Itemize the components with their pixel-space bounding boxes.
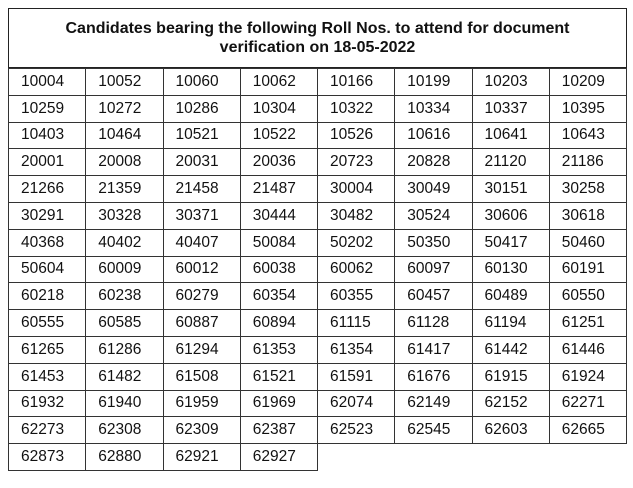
title-box <box>8 8 627 68</box>
roll-number-cell: 10060 <box>163 69 240 96</box>
roll-number-cell: 60062 <box>318 256 395 283</box>
roll-number-cell: 62074 <box>318 390 395 417</box>
roll-number-cell: 20828 <box>395 149 472 176</box>
roll-number-cell: 62927 <box>240 444 317 471</box>
roll-number-cell: 10304 <box>240 95 317 122</box>
roll-number-cell: 61442 <box>472 336 549 363</box>
roll-number-cell: 10199 <box>395 69 472 96</box>
roll-number-cell: 10004 <box>9 69 86 96</box>
table-row <box>9 417 627 444</box>
roll-number-cell: 20036 <box>240 149 317 176</box>
document-sheet <box>8 8 627 483</box>
roll-number-cell: 60218 <box>9 283 86 310</box>
table-row <box>9 149 627 176</box>
roll-number-cell: 62149 <box>395 390 472 417</box>
roll-number-cell: 60238 <box>86 283 163 310</box>
roll-number-cell: 20008 <box>86 149 163 176</box>
roll-number-cell: 40407 <box>163 229 240 256</box>
table-row <box>9 202 627 229</box>
roll-number-cell: 61508 <box>163 363 240 390</box>
roll-number-cell: 10272 <box>86 95 163 122</box>
roll-number-cell: 21458 <box>163 176 240 203</box>
roll-number-cell: 61591 <box>318 363 395 390</box>
roll-number-cell: 61353 <box>240 336 317 363</box>
roll-number-cell: 10395 <box>549 95 626 122</box>
roll-number-cell: 60012 <box>163 256 240 283</box>
roll-number-cell: 10337 <box>472 95 549 122</box>
roll-number-cell: 62273 <box>9 417 86 444</box>
title-line-2: verification on 18-05-2022 <box>219 39 416 56</box>
table-row <box>9 390 627 417</box>
roll-number-cell: 60894 <box>240 310 317 337</box>
roll-number-cell: 30618 <box>549 202 626 229</box>
roll-number-cell: 10522 <box>240 122 317 149</box>
roll-number-cell: 62271 <box>549 390 626 417</box>
roll-number-cell: 10334 <box>395 95 472 122</box>
roll-number-cell: 60550 <box>549 283 626 310</box>
roll-number-cell: 30291 <box>9 202 86 229</box>
roll-number-cell: 62545 <box>395 417 472 444</box>
roll-number-cell: 10616 <box>395 122 472 149</box>
roll-number-cell: 60009 <box>86 256 163 283</box>
roll-number-cell: 61676 <box>395 363 472 390</box>
roll-number-cell: 10259 <box>9 95 86 122</box>
roll-number-cell: 61194 <box>472 310 549 337</box>
roll-number-cell: 50350 <box>395 229 472 256</box>
roll-number-cell: 61417 <box>395 336 472 363</box>
roll-number-cell: 61265 <box>9 336 86 363</box>
roll-number-cell: 10526 <box>318 122 395 149</box>
roll-number-cell: 60130 <box>472 256 549 283</box>
roll-number-table <box>8 68 627 471</box>
roll-number-cell: 60555 <box>9 310 86 337</box>
roll-number-cell: 60097 <box>395 256 472 283</box>
title-line-1: Candidates bearing the following Roll Nos. to attend for document <box>65 20 570 37</box>
roll-number-cell: 30371 <box>163 202 240 229</box>
roll-number-cell: 61115 <box>318 310 395 337</box>
roll-number-cell: 50417 <box>472 229 549 256</box>
roll-number-cell: 61251 <box>549 310 626 337</box>
table-row <box>9 95 627 122</box>
roll-number-cell: 10521 <box>163 122 240 149</box>
roll-number-cell: 60354 <box>240 283 317 310</box>
roll-number-cell: 10052 <box>86 69 163 96</box>
roll-number-cell: 10403 <box>9 122 86 149</box>
roll-number-cell: 21186 <box>549 149 626 176</box>
roll-number-cell: 30482 <box>318 202 395 229</box>
roll-number-cell: 50460 <box>549 229 626 256</box>
table-row <box>9 69 627 96</box>
roll-number-cell: 20031 <box>163 149 240 176</box>
roll-number-cell: 10286 <box>163 95 240 122</box>
roll-number-cell: 30328 <box>86 202 163 229</box>
roll-number-cell: 40402 <box>86 229 163 256</box>
roll-number-cell: 61294 <box>163 336 240 363</box>
roll-number-cell: 20723 <box>318 149 395 176</box>
roll-number-cell: 10203 <box>472 69 549 96</box>
roll-number-cell: 21266 <box>9 176 86 203</box>
roll-number-cell: 61924 <box>549 363 626 390</box>
roll-number-cell: 50202 <box>318 229 395 256</box>
roll-number-cell: 62665 <box>549 417 626 444</box>
roll-number-cell: 60457 <box>395 283 472 310</box>
roll-number-cell: 62921 <box>163 444 240 471</box>
roll-number-cell: 21120 <box>472 149 549 176</box>
empty-cell <box>395 444 472 471</box>
roll-number-cell: 60585 <box>86 310 163 337</box>
roll-number-cell: 30606 <box>472 202 549 229</box>
roll-number-cell: 30151 <box>472 176 549 203</box>
roll-number-cell: 62309 <box>163 417 240 444</box>
roll-number-cell: 60191 <box>549 256 626 283</box>
roll-number-cell: 21359 <box>86 176 163 203</box>
roll-number-grid <box>8 68 627 471</box>
roll-number-cell: 61521 <box>240 363 317 390</box>
table-row <box>9 283 627 310</box>
empty-cell <box>472 444 549 471</box>
roll-number-cell: 61354 <box>318 336 395 363</box>
roll-number-cell: 61969 <box>240 390 317 417</box>
table-row <box>9 310 627 337</box>
table-row <box>9 229 627 256</box>
roll-number-cell: 60038 <box>240 256 317 283</box>
roll-number-cell: 10322 <box>318 95 395 122</box>
roll-number-cell: 10062 <box>240 69 317 96</box>
roll-number-cell: 10166 <box>318 69 395 96</box>
table-row <box>9 122 627 149</box>
roll-number-cell: 10464 <box>86 122 163 149</box>
roll-number-cell: 61482 <box>86 363 163 390</box>
table-row <box>9 444 627 471</box>
roll-number-cell: 61453 <box>9 363 86 390</box>
roll-number-cell: 60489 <box>472 283 549 310</box>
roll-number-cell: 62880 <box>86 444 163 471</box>
roll-number-cell: 40368 <box>9 229 86 256</box>
roll-number-cell: 50084 <box>240 229 317 256</box>
roll-number-cell: 30004 <box>318 176 395 203</box>
roll-number-cell: 62387 <box>240 417 317 444</box>
table-row <box>9 176 627 203</box>
roll-number-cell: 20001 <box>9 149 86 176</box>
roll-number-cell: 10641 <box>472 122 549 149</box>
roll-number-cell: 61932 <box>9 390 86 417</box>
roll-number-cell: 62308 <box>86 417 163 444</box>
roll-number-cell: 10209 <box>549 69 626 96</box>
roll-number-cell: 62523 <box>318 417 395 444</box>
roll-number-cell: 30049 <box>395 176 472 203</box>
roll-number-cell: 60887 <box>163 310 240 337</box>
roll-number-cell: 50604 <box>9 256 86 283</box>
table-row <box>9 363 627 390</box>
roll-number-cell: 61286 <box>86 336 163 363</box>
roll-number-cell: 21487 <box>240 176 317 203</box>
table-row <box>9 336 627 363</box>
roll-number-cell: 10643 <box>549 122 626 149</box>
roll-number-cell: 30444 <box>240 202 317 229</box>
roll-number-cell: 60279 <box>163 283 240 310</box>
roll-number-cell: 62873 <box>9 444 86 471</box>
table-row <box>9 256 627 283</box>
roll-number-cell: 62603 <box>472 417 549 444</box>
roll-number-cell: 30524 <box>395 202 472 229</box>
roll-number-cell: 61128 <box>395 310 472 337</box>
roll-number-cell: 61959 <box>163 390 240 417</box>
roll-number-cell: 60355 <box>318 283 395 310</box>
roll-number-cell: 30258 <box>549 176 626 203</box>
empty-cell <box>549 444 626 471</box>
roll-number-table-body <box>9 69 627 471</box>
roll-number-cell: 61915 <box>472 363 549 390</box>
roll-number-cell: 61446 <box>549 336 626 363</box>
roll-number-cell: 61940 <box>86 390 163 417</box>
roll-number-cell: 62152 <box>472 390 549 417</box>
empty-cell <box>318 444 395 471</box>
